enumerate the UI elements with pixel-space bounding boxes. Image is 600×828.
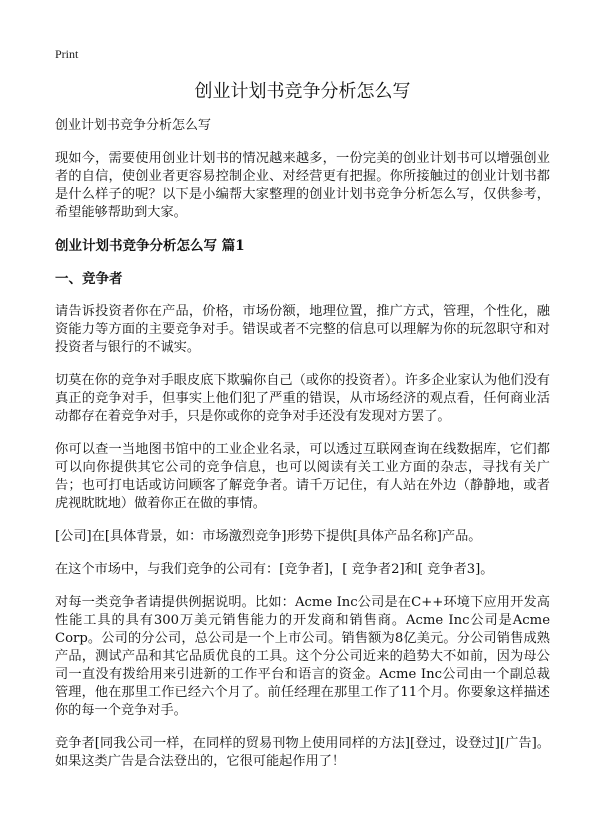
intro-paragraph: 现如今，需要使用创业计划书的情况越来越多，一份完美的创业计划书可以增强创业者的自信，使创业者更容易控制企业、对经营更有把握。你所接触过的创业计划书都是什么样子的呢？以下是小编帮大家整理的创业计划书竞争分析怎么写，仅供参考，希望能够帮助到大家。	[55, 151, 550, 220]
page-subtitle: 创业计划书竞争分析怎么写	[55, 118, 212, 133]
body-paragraph: 你可以查一当地图书馆中的工业企业名录，可以透过互联网查询在线数据库，它们都可以向你提供其它公司的竞争信息，也可以阅读有关工业方面的杂志，寻找有关广告；也可打电话或访问顾客了解竞争者。请千万记住，有人站在外边（静静地，或者虎视眈眈地）做着你正在做的事情。	[55, 442, 550, 511]
section-heading: 创业计划书竞争分析怎么写 篇1	[55, 238, 245, 254]
body-paragraph: 竞争者[同我公司一样，在同样的贸易刊物上使用同样的方法][登过，设登过][广告]。如果这类广告是合法登出的，它很可能起作用了！	[55, 736, 550, 769]
body-paragraph: 在这个市场中，与我们竞争的公司有：[竞争者]，[ 竞争者2]和[ 竞争者3]。	[55, 562, 494, 577]
body-paragraph: 对每一类竞争者请提供例据说明。比如：Acme Inc公司是在C++环境下应用开发高性能工具的具有300万美元销售能力的开发商和销售商。Acme Inc公司是Acme Corp。公司的分公司，总公司是一个上市公司。销售额为8亿美元。分公司销售成熟产品，测试产品和其它品质优良的工具。这个分公司近来的趋势大不如前，因为母公司一直没有拨给用来引进新的工作平台和语言的资金。Acme Inc公司由一个副总裁管理，他在那里工作已经六个月了。前任经理在那里工作了11个月。你要象这样描述你的每一个竞争对手。	[55, 595, 550, 718]
body-paragraph: 请告诉投资者你在产品，价格，市场份额，地理位置，推广方式，管理，个性化，融资能力等方面的主要竞争对手。错误或者不完整的信息可以理解为你的玩忽职守和对投资者与银行的不诚实。	[55, 304, 550, 355]
section-subheading: 一、竞争者	[55, 271, 123, 287]
print-label: Print	[55, 47, 79, 61]
body-paragraph: [公司]在[具体背景，如：市场激烈竞争]形势下提供[具体产品名称]产品。	[55, 529, 482, 544]
body-paragraph: 切莫在你的竞争对手眼皮底下欺骗你自己（或你的投资者）。许多企业家认为他们没有真正的竞争对手，但事实上他们犯了严重的错误，从市场经济的观点看，任何商业活动都存在着竞争对手，只是你或你的竞争对手还没有发现对方罢了。	[55, 373, 550, 424]
page-title: 创业计划书竞争分析怎么写	[194, 81, 411, 102]
